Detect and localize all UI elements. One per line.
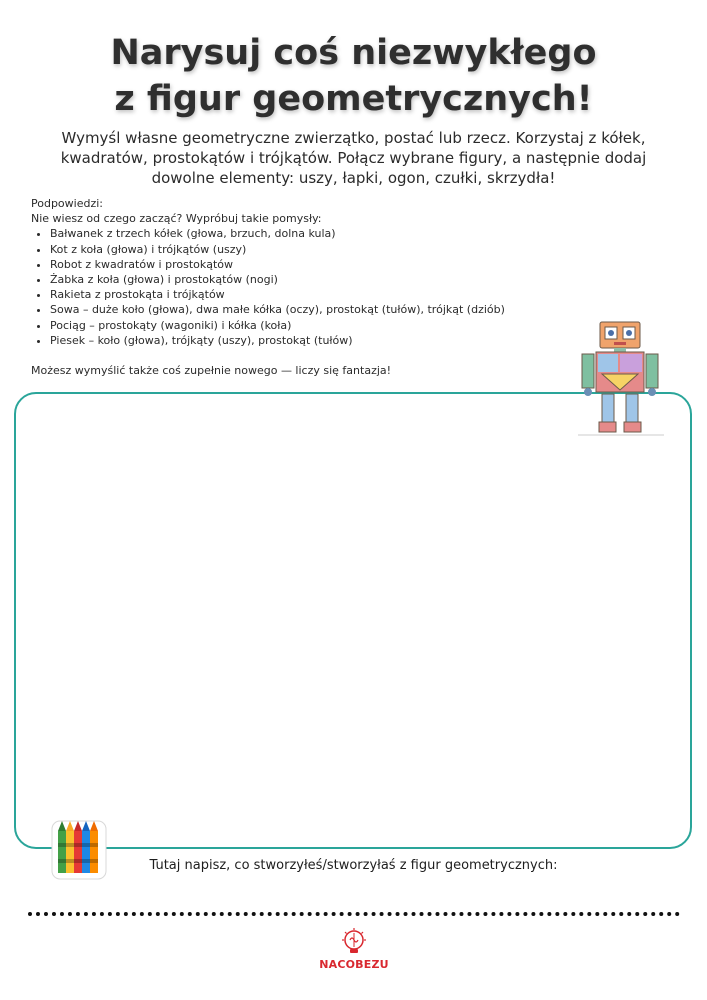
answer-line[interactable]: [28, 912, 680, 916]
drawing-area[interactable]: [14, 392, 692, 849]
tips-list: [31, 226, 591, 348]
page-title: [0, 30, 707, 122]
tips-section: [31, 196, 591, 378]
intro-text: Wymyśl własne geometryczne zwierzątko, postać lub rzecz. Korzystaj z kółek, kwadratów, prostokątów i trójkątów. Połącz wybrane figury, a następnie dodaj dowolne elementy: uszy, łapki, ogon, czułki, skrzydła!: [60, 129, 647, 187]
tips-item-8: • Piesek – koło (głowa), trójkąty (uszy), prostokąt (tułów): [50, 333, 591, 348]
tips-item-6: • Sowa – duże koło (głowa), dwa małe kółka (oczy), prostokąt (tułów), trójkąt (dziób): [50, 302, 591, 317]
logo-text: NACOBEZU: [319, 958, 389, 971]
tips-heading: Podpowiedzi:: [31, 197, 104, 210]
tips-item-2: • Kot z koła (głowa) i trójkątów (uszy): [50, 242, 591, 257]
lightbulb-brain-icon: [340, 928, 368, 956]
tips-closing: Możesz wymyślić także coś zupełnie nowego — liczy się fantazja!: [31, 364, 392, 378]
tips-lead: Nie wiesz od czego zacząć? Wypróbuj takie pomysły:: [31, 212, 322, 226]
tips-item-5: • Rakieta z prostokąta i trójkątów: [50, 287, 591, 302]
answer-label: Tutaj napisz, co stworzyłeś/stworzyłaś z figur geometrycznych:: [149, 858, 558, 873]
tips-item-7: • Pociąg – prostokąty (wagoniki) i kółka (koła): [50, 318, 591, 333]
tips-item-3: • Robot z kwadratów i prostokątów: [50, 257, 591, 272]
brand-logo: [310, 928, 398, 980]
tips-item-1: • Bałwanek z trzech kółek (głowa, brzuch, dolna kula): [50, 226, 591, 241]
title-line-1: Narysuj coś niezwykłego: [110, 33, 597, 73]
robot-icon: [574, 318, 666, 440]
title-line-2: z figur geometrycznych!: [114, 79, 593, 119]
tips-item-4: • Żabka z koła (głowa) i prostokątów (nogi): [50, 272, 591, 287]
